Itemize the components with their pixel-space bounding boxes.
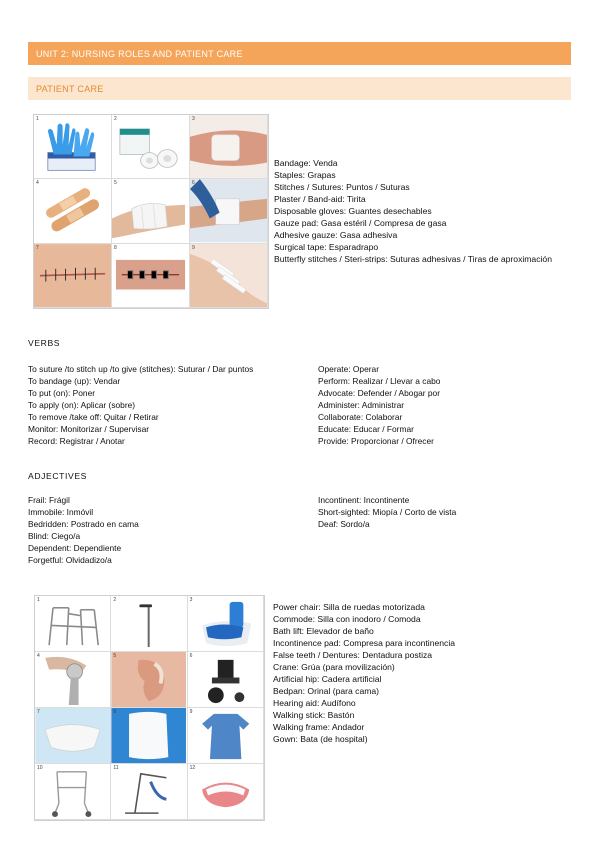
hearing-aid-icon bbox=[111, 652, 186, 707]
section-title-bar bbox=[28, 77, 571, 100]
verbs-right-list bbox=[318, 363, 558, 447]
stitches-image: 7 bbox=[34, 244, 112, 308]
walking-stick-image: 2 bbox=[111, 596, 187, 652]
adjective-item: Dependent: Dependiente bbox=[28, 543, 122, 553]
crane-icon bbox=[111, 764, 186, 819]
verb-item: Provide: Proporcionar / Ofrecer bbox=[318, 436, 434, 446]
section-title: PATIENT CARE bbox=[36, 83, 104, 94]
aid-vocab-item: Bedpan: Orinal (para cama) bbox=[273, 686, 380, 696]
verb-item: To remove /take off: Quitar / Retirar bbox=[28, 412, 159, 422]
aids-image-grid bbox=[34, 595, 265, 821]
aid-vocab-item: False teeth / Dentures: Dentadura postiza bbox=[273, 650, 433, 660]
aid-vocab-item: Artificial hip: Cadera artificial bbox=[273, 674, 382, 684]
plasters-icon bbox=[34, 179, 111, 242]
aid-vocab-item: Walking frame: Andador bbox=[273, 722, 365, 732]
aid-vocab-item: Crane: Grúa (para movilización) bbox=[273, 662, 395, 672]
aid-vocab-item: Bath lift: Elevador de baño bbox=[273, 626, 374, 636]
unit-title-bar bbox=[28, 42, 571, 65]
aid-vocab-item: Gown: Bata (de hospital) bbox=[273, 734, 368, 744]
verb-item: Advocate: Defender / Abogar por bbox=[318, 388, 440, 398]
verb-item: To put (on): Poner bbox=[28, 388, 96, 398]
adjectives-left-list bbox=[28, 494, 290, 566]
care-vocab-item: Staples: Grapas bbox=[274, 170, 336, 180]
dentures-image: 12 bbox=[188, 764, 264, 820]
verb-item: Educate: Educar / Formar bbox=[318, 424, 414, 434]
bath-lift-image: 3 bbox=[188, 596, 264, 652]
staples-image: 8 bbox=[112, 244, 190, 308]
walking-frame-image: 1 bbox=[35, 596, 111, 652]
verb-item: Perform: Realizar / Llevar a cabo bbox=[318, 376, 441, 386]
care-vocab-item: Surgical tape: Esparadrapo bbox=[274, 242, 379, 252]
verb-item: Administer: Administrar bbox=[318, 400, 405, 410]
care-vocab-list bbox=[274, 157, 564, 265]
stitches-icon bbox=[34, 244, 111, 307]
power-chair-image: 6 bbox=[188, 652, 264, 708]
bedpan-image: 7 bbox=[35, 708, 111, 764]
verb-item: Operate: Operar bbox=[318, 364, 379, 374]
adjective-item: Bedridden: Postrado en cama bbox=[28, 519, 139, 529]
gloves-box-image: 1 bbox=[34, 115, 112, 179]
adjective-item: Incontinent: Incontinente bbox=[318, 495, 410, 505]
incontinence-pad-image: 8 bbox=[111, 708, 187, 764]
staples-icon bbox=[112, 244, 189, 307]
bath-lift-icon bbox=[188, 596, 263, 651]
aids-vocab-list bbox=[273, 601, 553, 745]
verb-item: To apply (on): Aplicar (sobre) bbox=[28, 400, 136, 410]
artificial-hip-icon bbox=[35, 652, 110, 707]
plaster-arm-icon bbox=[190, 115, 267, 178]
adjective-item: Deaf: Sordo/a bbox=[318, 519, 370, 529]
aid-vocab-item: Commode: Silla con inodoro / Comoda bbox=[273, 614, 421, 624]
steri-strips-image: 9 bbox=[190, 244, 268, 308]
aid-vocab-item: Hearing aid: Audífono bbox=[273, 698, 356, 708]
tape-icon bbox=[112, 115, 189, 178]
verb-item: Collaborate: Colaborar bbox=[318, 412, 403, 422]
gown-image: 9 bbox=[188, 708, 264, 764]
dentures-icon bbox=[188, 764, 263, 819]
crane-image: 11 bbox=[111, 764, 187, 820]
verb-item: Record: Registrar / Anotar bbox=[28, 436, 125, 446]
bandaged-hand-image: 5 bbox=[112, 179, 190, 243]
steri-strips-icon bbox=[190, 244, 267, 307]
aid-vocab-item: Walking stick: Bastón bbox=[273, 710, 355, 720]
verb-item: Monitor: Monitorizar / Supervisar bbox=[28, 424, 150, 434]
care-vocab-item: Plaster / Band-aid: Tirita bbox=[274, 194, 366, 204]
adjective-item: Immobile: Inmóvil bbox=[28, 507, 94, 517]
adjective-item: Frail: Frágil bbox=[28, 495, 70, 505]
unit-title: UNIT 2: NURSING ROLES AND PATIENT CARE bbox=[36, 48, 243, 59]
gloves-icon bbox=[34, 115, 111, 178]
walking-stick-icon bbox=[111, 596, 186, 651]
care-vocab-item: Disposable gloves: Guantes desechables bbox=[274, 206, 432, 216]
adjective-item: Blind: Ciego/a bbox=[28, 531, 81, 541]
commode-image: 10 bbox=[35, 764, 111, 820]
care-vocab-item: Bandage: Venda bbox=[274, 158, 338, 168]
verbs-left-list bbox=[28, 363, 290, 447]
plasters-image: 4 bbox=[34, 179, 112, 243]
verbs-heading: VERBS bbox=[28, 338, 61, 348]
care-vocab-item: Stitches / Sutures: Puntos / Suturas bbox=[274, 182, 410, 192]
tape-rolls-image: 2 bbox=[112, 115, 190, 179]
verb-item: To bandage (up): Vendar bbox=[28, 376, 121, 386]
adjectives-heading: ADJECTIVES bbox=[28, 471, 88, 481]
verb-item: To suture /to stitch up /to give (stitches): Suturar / Dar puntos bbox=[28, 364, 254, 374]
bedpan-icon bbox=[35, 708, 110, 763]
bandaging-arm-icon bbox=[190, 179, 267, 242]
bandaged-hand-icon bbox=[112, 179, 189, 242]
adjective-item: Forgetful: Olvidadizo/a bbox=[28, 555, 112, 565]
incontinence-pad-icon bbox=[111, 708, 186, 763]
care-vocab-item: Gauze pad: Gasa estéril / Compresa de gasa bbox=[274, 218, 447, 228]
adjective-item: Short-sighted: Miopía / Corto de vista bbox=[318, 507, 457, 517]
walking-frame-icon bbox=[35, 596, 110, 651]
bandaging-arm-image: 6 bbox=[190, 179, 268, 243]
gown-icon bbox=[188, 708, 263, 763]
aid-vocab-item: Power chair: Silla de ruedas motorizada bbox=[273, 602, 425, 612]
plaster-arm-image: 3 bbox=[190, 115, 268, 179]
adjectives-right-list bbox=[318, 494, 558, 530]
artificial-hip-image: 4 bbox=[35, 652, 111, 708]
aid-vocab-item: Incontinence pad: Compresa para incontinencia bbox=[273, 638, 456, 648]
care-image-grid bbox=[33, 114, 269, 309]
care-vocab-item: Adhesive gauze: Gasa adhesiva bbox=[274, 230, 398, 240]
hearing-aid-image: 5 bbox=[111, 652, 187, 708]
power-chair-icon bbox=[188, 652, 263, 707]
commode-icon bbox=[35, 764, 110, 819]
care-vocab-item: Butterfly stitches / Steri-strips: Suturas adhesivas / Tiras de aproximación bbox=[274, 254, 552, 264]
